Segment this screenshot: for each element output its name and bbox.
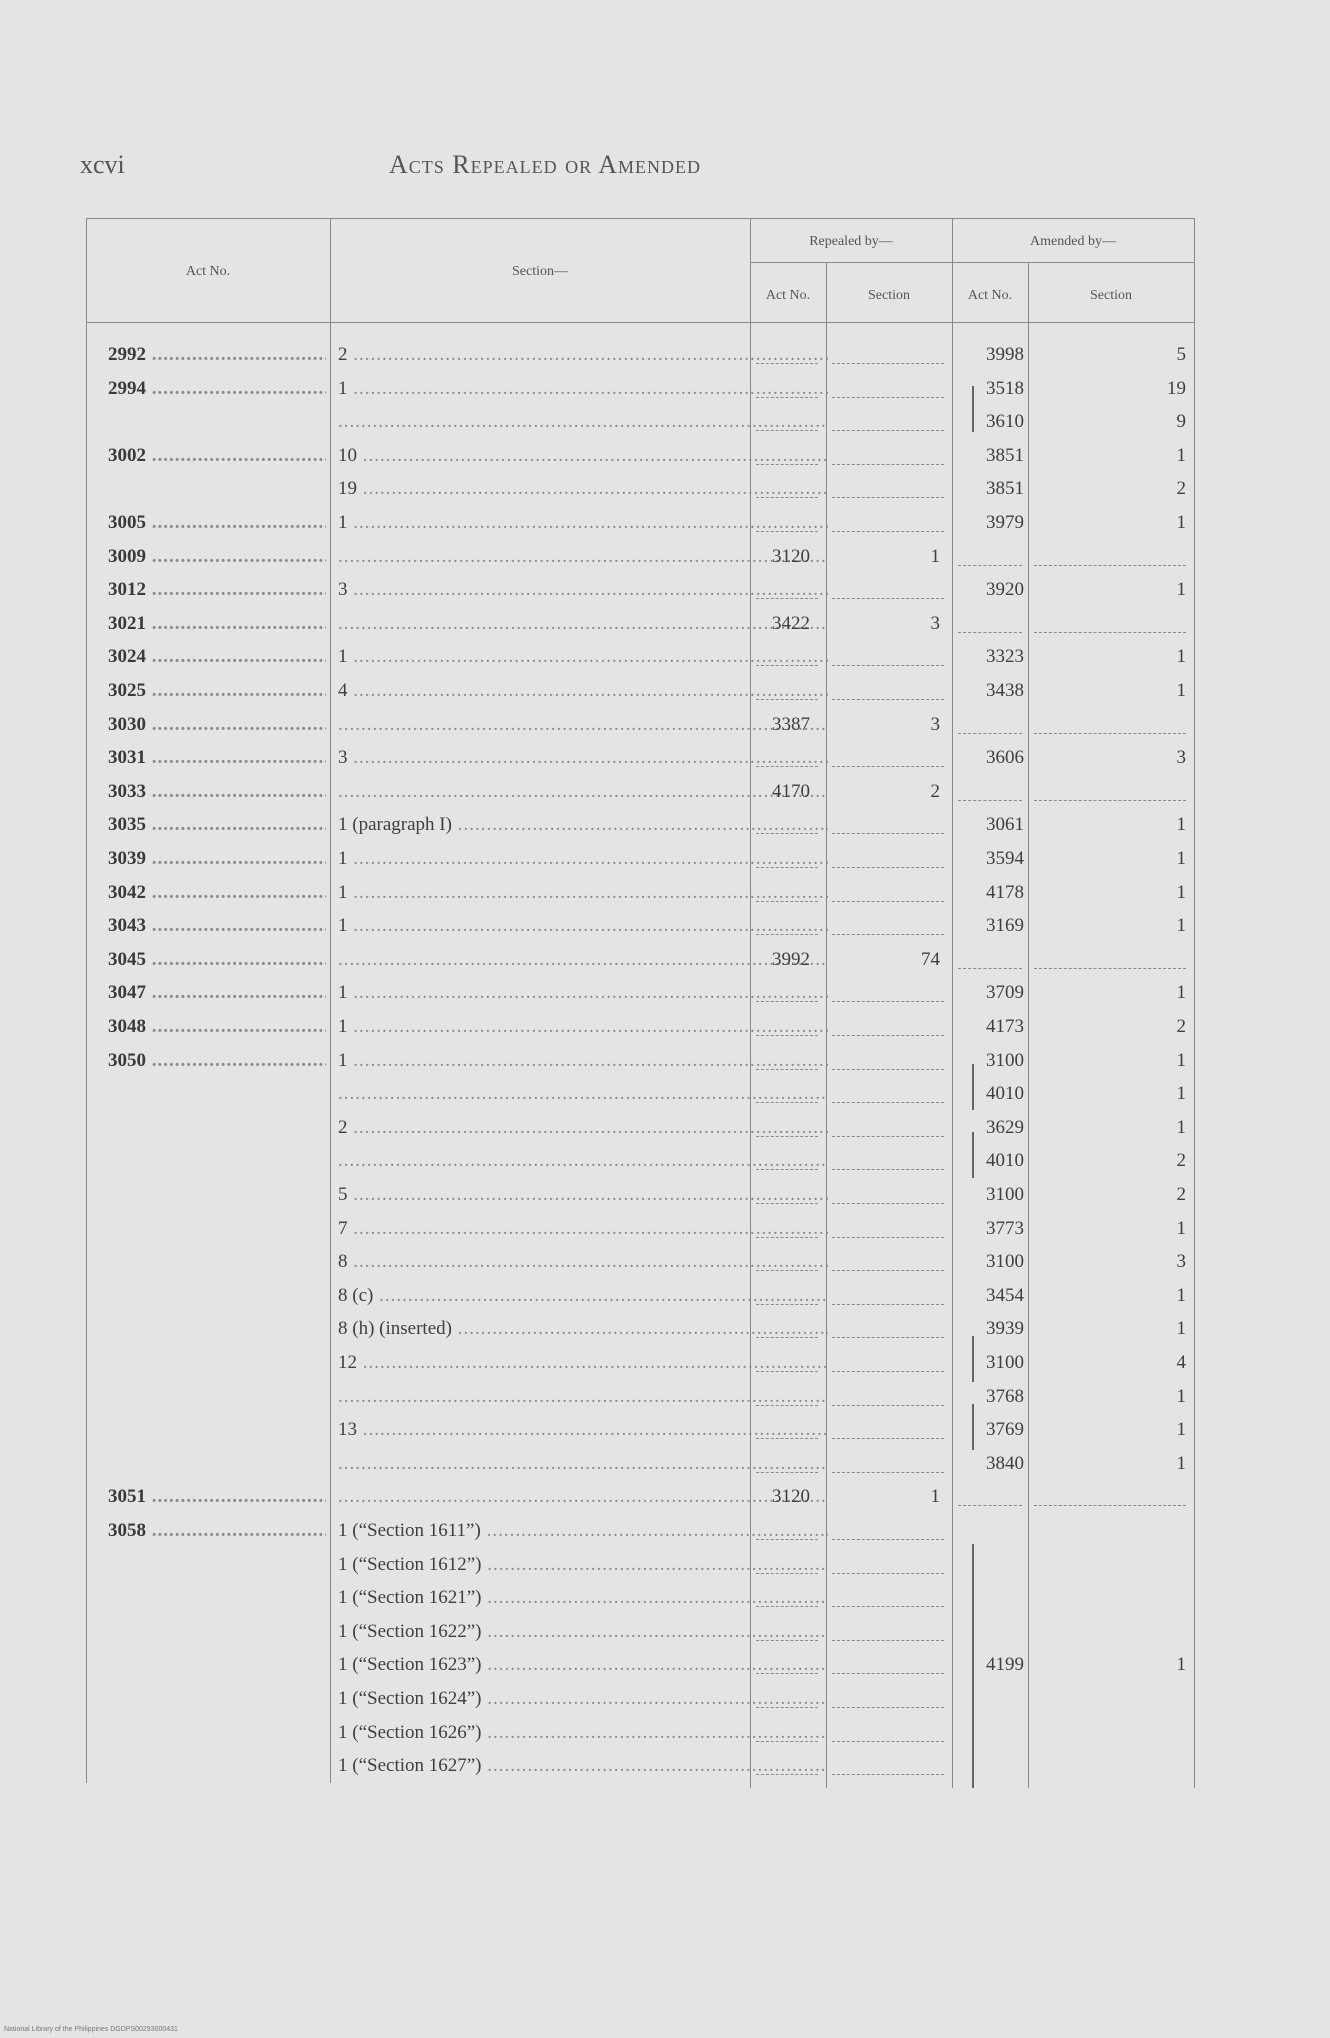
row-act-no: 3051 ..... bbox=[108, 1485, 326, 1509]
col-header-amended-by: Amended by— bbox=[1030, 234, 1116, 249]
row-repealed-section-dash bbox=[832, 1069, 944, 1070]
row-repealed-section-dash bbox=[832, 699, 944, 700]
row-section: 8 (h) (inserted) ..... bbox=[338, 1317, 828, 1341]
row-section: 19 ..... bbox=[338, 477, 828, 501]
row-repealed-section-dash bbox=[832, 1472, 944, 1473]
brace-3050-s13 bbox=[972, 1404, 974, 1450]
row-repealed-act-dash bbox=[756, 1237, 818, 1238]
row-amended-act-no: 4010 bbox=[986, 1083, 1024, 1105]
brace-3050-s2 bbox=[972, 1132, 974, 1178]
row-section: 1 ..... bbox=[338, 981, 828, 1005]
row-repealed-section-dash bbox=[832, 1539, 944, 1540]
row-amended-act-no: 3100 bbox=[986, 1184, 1024, 1205]
row-amended-act-dash bbox=[958, 733, 1022, 734]
col-header-repealed-section: Section bbox=[868, 288, 910, 303]
row-amended-section: 1 bbox=[1176, 1452, 1186, 1474]
row-amended-act-no: 3939 bbox=[986, 1318, 1024, 1340]
row-amended-section: 1 bbox=[1176, 915, 1186, 937]
row-amended-act-no: 3518 bbox=[986, 377, 1024, 399]
row-section: 1 ..... bbox=[338, 881, 828, 905]
row-section bbox=[338, 780, 828, 804]
row-act-no: 3042 ..... bbox=[108, 881, 326, 905]
row-amended-act-no: 3606 bbox=[986, 747, 1024, 769]
row-amended-act-no: 3769 bbox=[986, 1419, 1024, 1441]
header-bottom-rule bbox=[86, 322, 1194, 323]
row-amended-section: 1 bbox=[1176, 1284, 1186, 1306]
row-amended-section: 19 bbox=[1167, 377, 1186, 399]
row-section: 1 ..... bbox=[338, 645, 828, 669]
row-repealed-act-no: 3387 bbox=[772, 713, 810, 735]
row-act-no: 3048 ..... bbox=[108, 1015, 326, 1039]
row-section: 12 ..... bbox=[338, 1351, 828, 1375]
row-amended-section: 1 bbox=[1176, 680, 1186, 701]
row-repealed-act-dash bbox=[756, 901, 818, 902]
row-amended-act-no: 3709 bbox=[986, 982, 1024, 1004]
row-repealed-section-dash bbox=[832, 934, 944, 935]
row-amended-section-dash bbox=[1034, 968, 1186, 969]
row-repealed-section-dash bbox=[832, 1169, 944, 1170]
row-repealed-act-dash bbox=[756, 833, 818, 834]
row-amended-section: 1 bbox=[1176, 512, 1186, 533]
row-section: 1 (paragraph I) ..... bbox=[338, 813, 828, 837]
col-header-repealed-act-no: Act No. bbox=[765, 288, 811, 303]
row-amended-section: 1 bbox=[1176, 1116, 1186, 1138]
row-amended-section-dash bbox=[1034, 565, 1186, 566]
row-act-no: 3043 ..... bbox=[108, 914, 326, 938]
row-amended-act-no: 3851 bbox=[986, 478, 1024, 500]
row-repealed-act-dash bbox=[756, 934, 818, 935]
row-repealed-section-dash bbox=[832, 1136, 944, 1137]
brace-3058 bbox=[972, 1544, 974, 1788]
row-repealed-section-dash bbox=[832, 1237, 944, 1238]
row-repealed-act-dash bbox=[756, 1169, 818, 1170]
page-title: Acts Repealed or Amended bbox=[389, 150, 701, 179]
row-amended-act-no: 3100 bbox=[986, 1251, 1024, 1273]
row-amended-act-dash bbox=[958, 800, 1022, 801]
row-repealed-section-dash bbox=[832, 1371, 944, 1372]
row-section bbox=[338, 1485, 828, 1509]
row-repealed-section-dash bbox=[832, 1304, 944, 1305]
row-repealed-section-dash bbox=[832, 1707, 944, 1708]
row-section: 8 (c) ..... bbox=[338, 1284, 828, 1308]
col-header-section: Section— bbox=[512, 264, 568, 279]
row-amended-act-no: 3840 bbox=[986, 1452, 1024, 1474]
row-act-no: 3030 ..... bbox=[108, 713, 326, 737]
row-section: 3 ..... bbox=[338, 746, 828, 770]
row-repealed-act-dash bbox=[756, 1405, 818, 1406]
row-amended-act-no: 4010 bbox=[986, 1150, 1024, 1172]
row-repealed-act-no: 3120 bbox=[772, 1486, 810, 1508]
row-repealed-section: 1 bbox=[930, 1486, 940, 1508]
row-repealed-section-dash bbox=[832, 430, 944, 431]
row-act-no: 3035 ..... bbox=[108, 813, 326, 837]
row-repealed-section-dash bbox=[832, 1270, 944, 1271]
row-repealed-section: 1 bbox=[930, 545, 940, 567]
row-amended-act-no: 3998 bbox=[986, 344, 1024, 365]
row-amended-section-dash bbox=[1034, 1505, 1186, 1506]
row-amended-section: 1 bbox=[1176, 1654, 1186, 1676]
row-repealed-act-dash bbox=[756, 766, 818, 767]
row-amended-section: 1 bbox=[1176, 814, 1186, 836]
row-section: 7 ..... bbox=[338, 1217, 828, 1241]
row-amended-section: 1 bbox=[1176, 1318, 1186, 1340]
row-amended-section: 1 bbox=[1176, 1385, 1186, 1407]
row-repealed-act-dash bbox=[756, 1539, 818, 1540]
table-border-left bbox=[86, 218, 87, 1783]
row-repealed-section-dash bbox=[832, 1774, 944, 1775]
row-amended-section: 2 bbox=[1176, 1150, 1186, 1172]
row-amended-act-no: 4199 bbox=[986, 1654, 1024, 1676]
row-repealed-act-dash bbox=[756, 867, 818, 868]
row-repealed-section-dash bbox=[832, 766, 944, 767]
row-section: 1 ..... bbox=[338, 1015, 828, 1039]
row-section: 2 ..... bbox=[338, 1116, 828, 1140]
row-section: 1 (“Section 1622”) ..... bbox=[338, 1620, 828, 1644]
row-amended-act-no: 3773 bbox=[986, 1217, 1024, 1239]
row-repealed-act-no: 3422 bbox=[772, 612, 810, 634]
row-repealed-act-no: 4170 bbox=[772, 780, 810, 802]
row-amended-section: 1 bbox=[1176, 1083, 1186, 1105]
row-amended-section: 1 bbox=[1176, 646, 1186, 668]
row-amended-section: 1 bbox=[1176, 982, 1186, 1004]
row-amended-act-dash bbox=[958, 1505, 1022, 1506]
row-act-no: 3012 ..... bbox=[108, 578, 326, 602]
row-section: 1 (“Section 1627”) ..... bbox=[338, 1754, 828, 1778]
col-divider-repealed bbox=[952, 218, 953, 1788]
row-section: 5 ..... bbox=[338, 1183, 828, 1207]
row-repealed-act-dash bbox=[756, 1640, 818, 1641]
row-repealed-act-dash bbox=[756, 1606, 818, 1607]
row-section bbox=[338, 1452, 828, 1476]
row-amended-section: 9 bbox=[1176, 411, 1186, 433]
row-section: 1 (“Section 1626”) ..... bbox=[338, 1721, 828, 1745]
header-sub-rule bbox=[750, 262, 1194, 263]
row-section bbox=[338, 410, 828, 434]
col-header-amended-act-no: Act No. bbox=[967, 288, 1013, 303]
row-amended-act-dash bbox=[958, 968, 1022, 969]
row-amended-section: 1 bbox=[1176, 1419, 1186, 1441]
row-repealed-act-dash bbox=[756, 1304, 818, 1305]
row-amended-act-no: 3454 bbox=[986, 1284, 1024, 1306]
row-section bbox=[338, 948, 828, 972]
row-section: 4 ..... bbox=[338, 679, 828, 703]
row-repealed-act-dash bbox=[756, 1673, 818, 1674]
col-header-amended-section: Section bbox=[1090, 288, 1132, 303]
row-section: 1 ..... bbox=[338, 377, 828, 401]
row-repealed-section-dash bbox=[832, 497, 944, 498]
row-section bbox=[338, 1082, 828, 1106]
row-repealed-act-dash bbox=[756, 1203, 818, 1204]
row-section bbox=[338, 1385, 828, 1409]
row-amended-act-no: 3169 bbox=[986, 915, 1024, 937]
row-repealed-act-dash bbox=[756, 1573, 818, 1574]
row-amended-section: 2 bbox=[1176, 1184, 1186, 1205]
row-amended-act-dash bbox=[958, 565, 1022, 566]
row-section: 1 (“Section 1624”) ..... bbox=[338, 1687, 828, 1711]
row-repealed-act-dash bbox=[756, 397, 818, 398]
row-section: 10 ..... bbox=[338, 444, 828, 468]
row-section: 1 ..... bbox=[338, 847, 828, 871]
row-amended-section-dash bbox=[1034, 632, 1186, 633]
row-amended-act-no: 3629 bbox=[986, 1116, 1024, 1138]
row-amended-act-no: 3851 bbox=[986, 444, 1024, 466]
row-repealed-section-dash bbox=[832, 1741, 944, 1742]
row-act-no: 3045 ..... bbox=[108, 948, 326, 972]
row-amended-section-dash bbox=[1034, 733, 1186, 734]
row-amended-act-no: 3610 bbox=[986, 411, 1024, 433]
row-repealed-section: 3 bbox=[930, 612, 940, 634]
row-section: 1 (“Section 1612”) ..... bbox=[338, 1553, 828, 1577]
brace-2994 bbox=[972, 386, 974, 432]
row-act-no: 3031 ..... bbox=[108, 746, 326, 770]
row-amended-section: 1 bbox=[1176, 881, 1186, 903]
row-amended-section: 1 bbox=[1176, 1049, 1186, 1071]
row-repealed-section-dash bbox=[832, 1405, 944, 1406]
row-amended-act-no: 3323 bbox=[986, 646, 1024, 668]
row-repealed-act-dash bbox=[756, 1069, 818, 1070]
row-amended-act-dash bbox=[958, 632, 1022, 633]
row-act-no: 3021 ..... bbox=[108, 612, 326, 636]
row-repealed-section-dash bbox=[832, 901, 944, 902]
row-repealed-section-dash bbox=[832, 1640, 944, 1641]
row-act-no: 3047 ..... bbox=[108, 981, 326, 1005]
row-amended-act-no: 3100 bbox=[986, 1352, 1024, 1373]
row-repealed-section-dash bbox=[832, 1102, 944, 1103]
row-section: 1 ..... bbox=[338, 914, 828, 938]
table-border-top bbox=[86, 218, 1194, 219]
row-amended-section: 3 bbox=[1176, 747, 1186, 769]
row-repealed-section-dash bbox=[832, 531, 944, 532]
row-repealed-act-dash bbox=[756, 1102, 818, 1103]
row-repealed-act-dash bbox=[756, 430, 818, 431]
row-amended-section: 1 bbox=[1176, 444, 1186, 466]
row-repealed-section-dash bbox=[832, 1203, 944, 1204]
row-act-no: 3039 ..... bbox=[108, 847, 326, 871]
row-section: 1 (“Section 1621”) ..... bbox=[338, 1586, 828, 1610]
row-repealed-section-dash bbox=[832, 1438, 944, 1439]
row-section bbox=[338, 1149, 828, 1173]
row-act-no: 3058 ..... bbox=[108, 1519, 326, 1543]
row-section bbox=[338, 612, 828, 636]
row-repealed-act-dash bbox=[756, 1337, 818, 1338]
row-repealed-section: 3 bbox=[930, 713, 940, 735]
row-amended-section: 1 bbox=[1176, 1217, 1186, 1239]
row-repealed-act-dash bbox=[756, 699, 818, 700]
row-repealed-section-dash bbox=[832, 1001, 944, 1002]
row-repealed-act-dash bbox=[756, 1707, 818, 1708]
table-border-right bbox=[1194, 218, 1195, 1788]
row-repealed-section-dash bbox=[832, 397, 944, 398]
row-repealed-act-dash bbox=[756, 363, 818, 364]
row-act-no: 2992 ..... bbox=[108, 343, 326, 367]
row-repealed-act-no: 3120 bbox=[772, 545, 810, 567]
row-amended-act-no: 3979 bbox=[986, 512, 1024, 533]
row-amended-act-no: 4178 bbox=[986, 881, 1024, 903]
row-repealed-section-dash bbox=[832, 1337, 944, 1338]
row-repealed-act-no: 3992 bbox=[772, 948, 810, 970]
row-section: 1 ..... bbox=[338, 1049, 828, 1073]
row-repealed-section-dash bbox=[832, 867, 944, 868]
col-header-act-no: Act No. bbox=[185, 264, 231, 279]
row-section: 13 ..... bbox=[338, 1418, 828, 1442]
row-amended-act-no: 3594 bbox=[986, 848, 1024, 869]
row-repealed-act-dash bbox=[756, 665, 818, 666]
row-act-no: 3002 ..... bbox=[108, 444, 326, 468]
acts-table bbox=[86, 218, 1196, 1788]
row-repealed-section-dash bbox=[832, 833, 944, 834]
row-act-no: 3024 ..... bbox=[108, 645, 326, 669]
row-amended-act-no: 4173 bbox=[986, 1016, 1024, 1037]
row-amended-act-no: 3061 bbox=[986, 814, 1024, 836]
row-section: 1 (“Section 1611”) ..... bbox=[338, 1519, 828, 1543]
row-repealed-act-dash bbox=[756, 531, 818, 532]
row-act-no: 3033 ..... bbox=[108, 780, 326, 804]
row-amended-act-no: 3100 bbox=[986, 1049, 1024, 1071]
row-repealed-act-dash bbox=[756, 1270, 818, 1271]
row-act-no: 3009 ..... bbox=[108, 545, 326, 569]
row-section: 1 (“Section 1623”) ..... bbox=[338, 1653, 828, 1677]
row-amended-act-no: 3920 bbox=[986, 579, 1024, 601]
row-act-no: 2994 ..... bbox=[108, 377, 326, 401]
row-section: 3 ..... bbox=[338, 578, 828, 602]
page-number: xcvi bbox=[80, 150, 125, 179]
row-repealed-act-dash bbox=[756, 1472, 818, 1473]
row-section: 2 ..... bbox=[338, 343, 828, 367]
row-amended-section: 2 bbox=[1176, 478, 1186, 500]
row-repealed-section-dash bbox=[832, 1673, 944, 1674]
row-repealed-act-dash bbox=[756, 464, 818, 465]
row-repealed-section-dash bbox=[832, 1035, 944, 1036]
row-amended-section-dash bbox=[1034, 800, 1186, 801]
row-amended-section: 1 bbox=[1176, 848, 1186, 869]
col-header-repealed-by: Repealed by— bbox=[809, 234, 893, 249]
col-divider-act bbox=[330, 218, 331, 1783]
row-repealed-section: 74 bbox=[921, 948, 940, 970]
brace-3050-s12 bbox=[972, 1336, 974, 1382]
row-amended-section: 4 bbox=[1176, 1352, 1186, 1373]
row-repealed-act-dash bbox=[756, 1001, 818, 1002]
row-amended-section: 2 bbox=[1176, 1016, 1186, 1037]
row-section bbox=[338, 713, 828, 737]
row-amended-section: 5 bbox=[1176, 344, 1186, 365]
row-repealed-section-dash bbox=[832, 598, 944, 599]
row-amended-section: 3 bbox=[1176, 1251, 1186, 1273]
row-amended-section: 1 bbox=[1176, 579, 1186, 601]
row-amended-act-no: 3768 bbox=[986, 1385, 1024, 1407]
row-amended-act-no: 3438 bbox=[986, 680, 1024, 701]
row-repealed-section-dash bbox=[832, 464, 944, 465]
row-repealed-act-dash bbox=[756, 1438, 818, 1439]
row-act-no: 3050 ..... bbox=[108, 1049, 326, 1073]
row-repealed-section-dash bbox=[832, 1573, 944, 1574]
scan-credit: National Library of the Philippines DGDPS00293000431 bbox=[4, 2026, 178, 2033]
row-repealed-section-dash bbox=[832, 1606, 944, 1607]
row-section: 8 ..... bbox=[338, 1250, 828, 1274]
row-repealed-act-dash bbox=[756, 1774, 818, 1775]
row-repealed-section-dash bbox=[832, 363, 944, 364]
row-repealed-section-dash bbox=[832, 665, 944, 666]
row-repealed-act-dash bbox=[756, 598, 818, 599]
row-act-no: 3005 ..... bbox=[108, 511, 326, 535]
row-repealed-section: 2 bbox=[930, 780, 940, 802]
row-repealed-act-dash bbox=[756, 1741, 818, 1742]
row-repealed-act-dash bbox=[756, 497, 818, 498]
row-repealed-act-dash bbox=[756, 1035, 818, 1036]
brace-3050-s1 bbox=[972, 1064, 974, 1110]
row-act-no: 3025 ..... bbox=[108, 679, 326, 703]
row-repealed-act-dash bbox=[756, 1136, 818, 1137]
row-section: 1 ..... bbox=[338, 511, 828, 535]
row-repealed-act-dash bbox=[756, 1371, 818, 1372]
row-section bbox=[338, 545, 828, 569]
